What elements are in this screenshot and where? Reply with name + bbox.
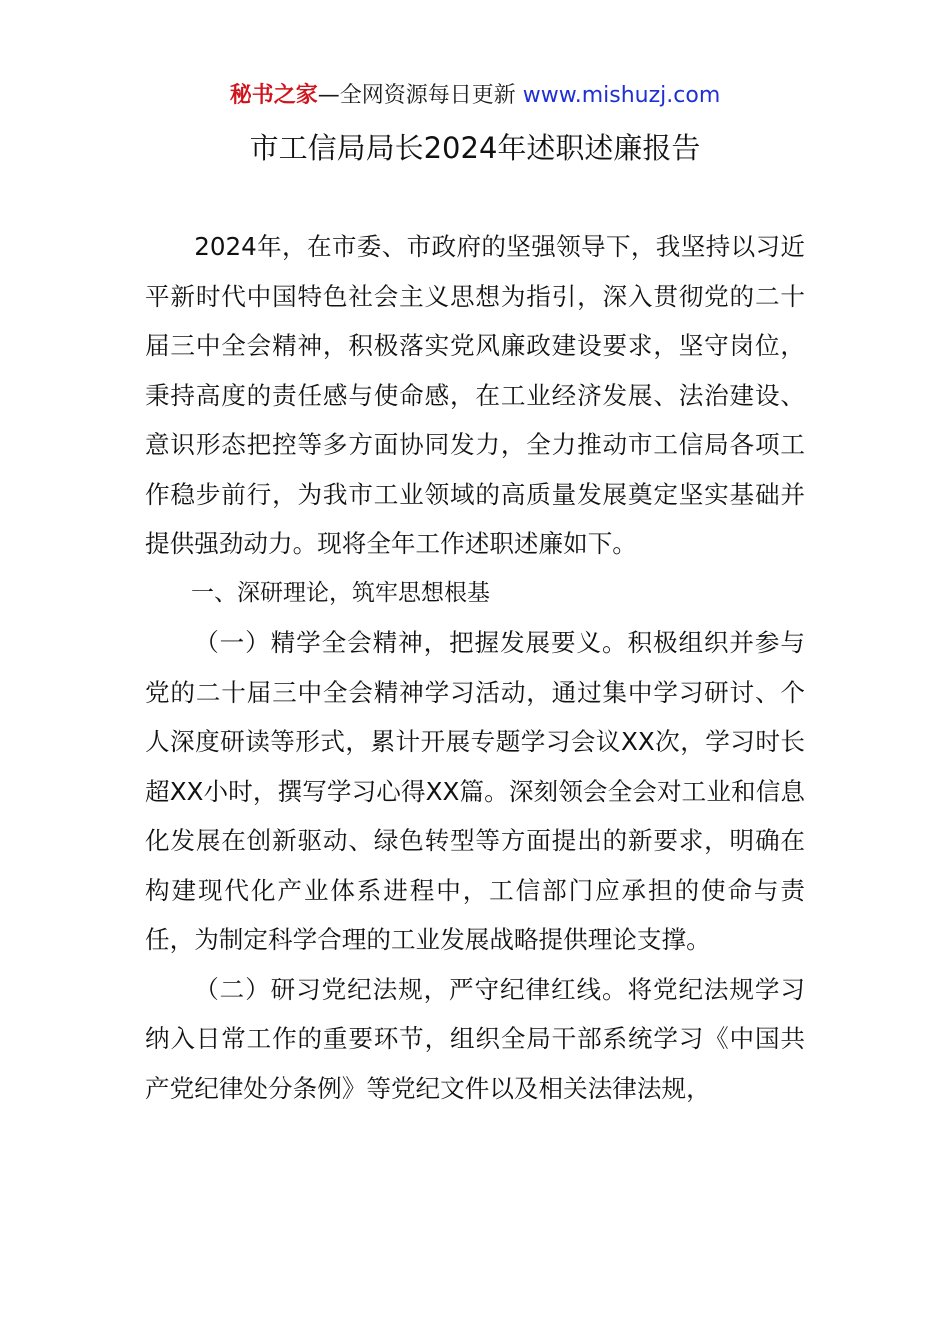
brand-name: 秘书之家	[229, 83, 318, 108]
intro-paragraph: 2024年，在市委、市政府的坚强领导下，我坚持以习近平新时代中国特色社会主义思想为指引，深入贯彻党的二十届三中全会精神，积极落实党风廉政建设要求，坚守岗位，秉持高度的责任感与使命感，在工业经济发展、法治建设、意识形态把控等多方面协同发力，全力推动市工信局各项工作稳步前行，为我市工业领域的高质量发展奠定坚实基础并提供强劲动力。现将全年工作述职述廉如下。	[145, 232, 805, 558]
site-header	[0, 80, 950, 112]
section-heading-1: 一、深研理论，筑牢思想根基	[191, 579, 490, 606]
document-body	[145, 222, 805, 1113]
site-url-link[interactable]: www.mishuzj.com	[522, 83, 721, 108]
paragraph-1-2: （二）研习党纪法规，严守纪律红线。将党纪法规学习纳入日常工作的重要环节，组织全局干部系统学习《中国共产党纪律处分条例》等党纪文件以及相关法律法规，	[145, 974, 805, 1103]
header-tagline: —全网资源每日更新	[317, 83, 523, 108]
paragraph-1-1: （一）精学全会精神，把握发展要义。积极组织并参与党的二十届三中全会精神学习活动，通过集中学习研讨、个人深度研读等形式，累计开展专题学习会议XX次，学习时长超XX小时，撰写学习心得XX篇。深刻领会全会对工业和信息化发展在创新驱动、绿色转型等方面提出的新要求，明确在构建现代化产业体系进程中，工信部门应承担的使命与责任，为制定科学合理的工业发展战略提供理论支撑。	[145, 628, 805, 954]
document-title: 市工信局局长2024年述职述廉报告	[249, 131, 701, 165]
